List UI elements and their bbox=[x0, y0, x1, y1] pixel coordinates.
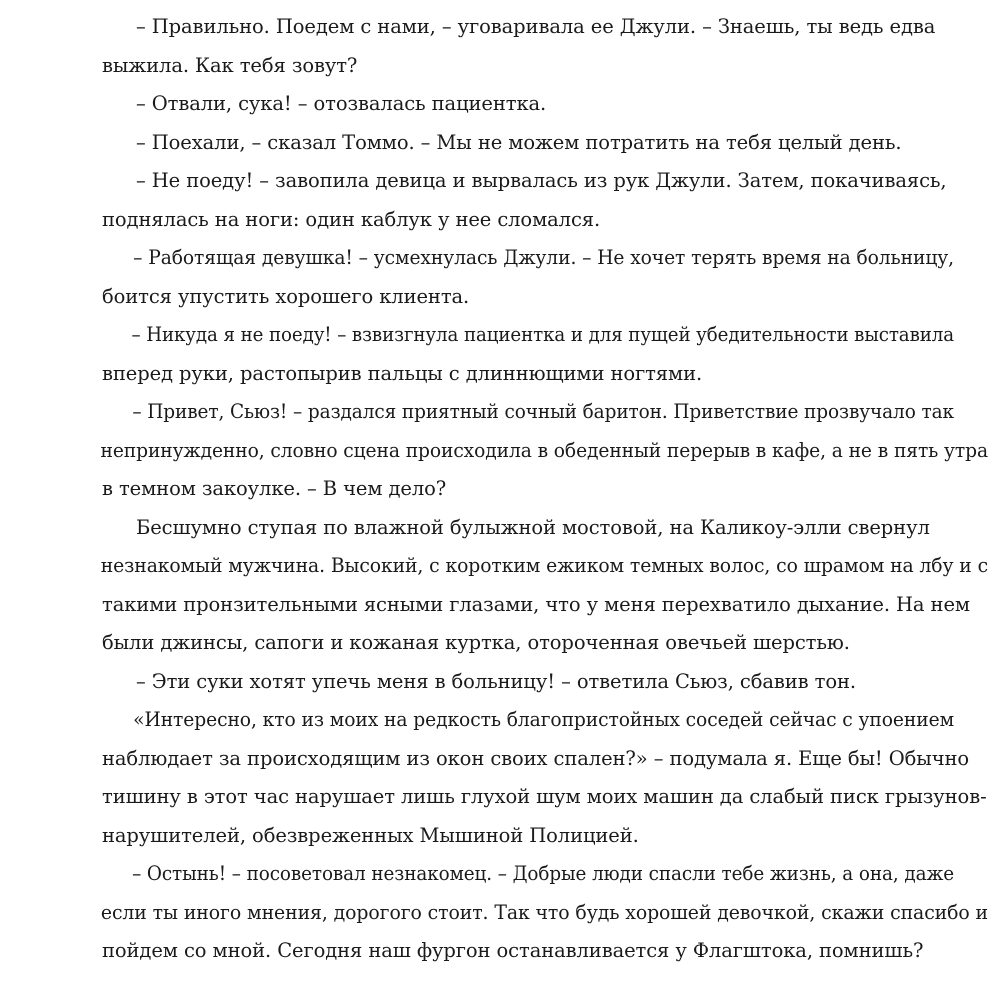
text-line: пойдем со мной. Сегодня наш фургон останавливается у Флагштока, помнишь? bbox=[102, 939, 924, 962]
text-line: поднялась на ноги: один каблук у нее сломался. bbox=[102, 207, 601, 231]
text-line: – Остынь! – посоветовал незнакомец. – Добрые люди спасли тебе жизнь, а она, даже bbox=[132, 862, 955, 885]
paragraph-8 bbox=[68, 509, 989, 663]
text-line: – Работящая девушка! – усмехнулась Джули. – Не хочет терять время на больницу, bbox=[133, 246, 955, 269]
text-line: – Поехали, – сказал Томмо. – Мы не можем потратить на тебя целый день. bbox=[136, 130, 902, 154]
text-line: нарушителей, обезвреженных Мышиной Полицией. bbox=[102, 823, 639, 847]
text-line: – Правильно. Поедем с нами, – уговаривала ее Джули. – Знаешь, ты ведь едва bbox=[136, 15, 936, 38]
text-line: в темном закоулке. – В чем дело? bbox=[102, 477, 447, 500]
text-line: незнакомый мужчина. Высокий, с коротким ежиком темных волос, со шрамом на лбу и с bbox=[100, 554, 989, 577]
text-line: – Никуда я не поеду! – взвизгнула пациентка и для пущей убедительности выставила bbox=[131, 323, 955, 346]
paragraph-7 bbox=[68, 393, 989, 509]
paragraph-1 bbox=[68, 8, 940, 85]
paragraph-6 bbox=[68, 316, 955, 393]
text-line: были джинсы, сапоги и кожаная куртка, отороченная овечьей шерстью. bbox=[102, 631, 850, 654]
text-line: – Привет, Сьюз! – раздался приятный сочный баритон. Приветствие прозвучало так bbox=[132, 400, 954, 423]
paragraph-11 bbox=[68, 855, 989, 971]
text-line: выжила. Как тебя зовут? bbox=[102, 53, 358, 77]
text-line: наблюдает за происходящим из окон своих спален?» – подумала я. Еще бы! Обычно bbox=[102, 746, 970, 770]
text-line: непринужденно, словно сцена происходила в обеденный перерыв в кафе, а не в пять утра bbox=[100, 438, 989, 462]
paragraph-2 bbox=[68, 85, 940, 124]
paragraph-10 bbox=[68, 701, 987, 855]
text-line: если ты иного мнения, дорогого стоит. Так что будь хорошей девочкой, скажи спасибо и bbox=[100, 900, 989, 924]
text-line: – Отвали, сука! – отозвалась пациентка. bbox=[136, 92, 547, 115]
text-line: – Эти суки хотят упечь меня в больницу! – ответила Сьюз, сбавив тон. bbox=[136, 669, 856, 693]
text-line: Бесшумно ступая по влажной булыжной мостовой, на Каликоу-элли свернул bbox=[136, 515, 930, 539]
text-line: тишину в этот час нарушает лишь глухой шум моих машин да слабый писк грызунов- bbox=[102, 785, 987, 808]
text-line: боится упустить хорошего клиента. bbox=[102, 284, 470, 308]
text-line: – Не поеду! – завопила девица и вырвалась из рук Джули. Затем, покачиваясь, bbox=[136, 169, 947, 192]
paragraph-4 bbox=[68, 162, 947, 239]
text-line: такими пронзительными ясными глазами, что у меня перехватило дыхание. На нем bbox=[102, 592, 970, 616]
paragraph-5 bbox=[68, 239, 955, 316]
paragraph-9 bbox=[68, 663, 940, 702]
text-line: «Интересно, кто из моих на редкость благопристойных соседей сейчас с упоением bbox=[133, 708, 955, 731]
paragraph-3 bbox=[68, 124, 940, 163]
text-line: вперед руки, растопырив пальцы с длиннющими ногтями. bbox=[102, 361, 703, 385]
